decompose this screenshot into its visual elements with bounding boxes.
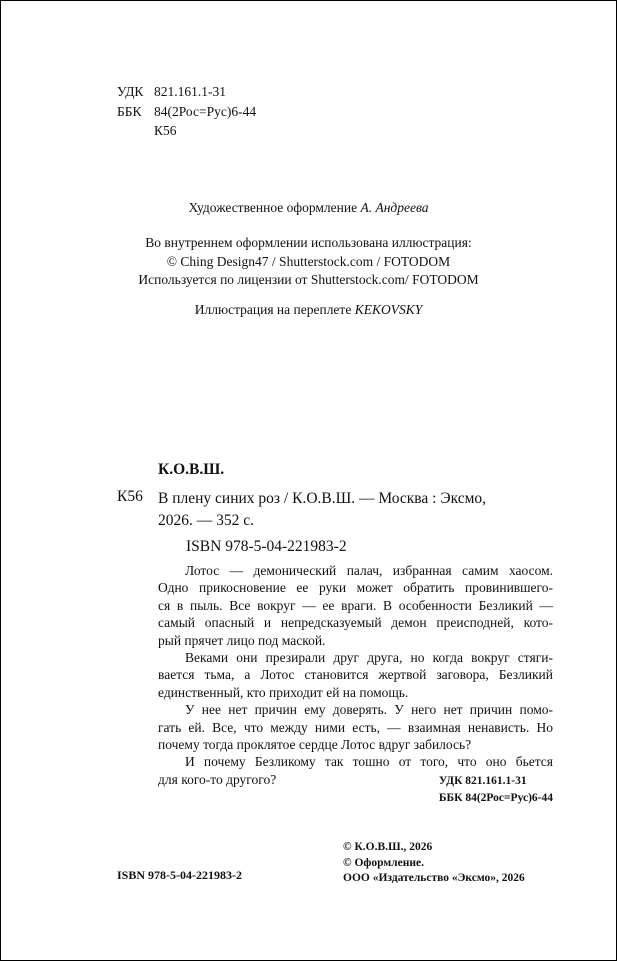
- copyright-author: © К.О.В.Ш., 2026: [343, 841, 433, 853]
- annotation-line: вается тьма, а Лотос становится жертвой заговора, Безликий: [158, 667, 553, 683]
- footer-bbk: ББК 84(2Рос=Рус)6-44: [438, 792, 553, 804]
- bibliographic-record: [158, 488, 486, 531]
- annotation-line: И почему Безликому так тошно от того, что оно бьется: [185, 754, 553, 770]
- annotation-line: Веками они презирали друг друга, но когда вокруг стяги-: [185, 650, 553, 666]
- annotation-paragraph: [158, 649, 553, 701]
- annotation-line: гать ей. Все, что между ними есть, — взаимная ненависть. Но: [158, 719, 553, 735]
- annotation-line: для кого-то другого?: [158, 771, 277, 787]
- copyright-publisher: ООО «Издательство «Эксмо», 2026: [343, 872, 525, 884]
- cutter-row: [117, 121, 256, 141]
- udk-value: 821.161.1-31: [154, 84, 226, 99]
- copyright-design: © Оформление.: [343, 856, 424, 869]
- cover-illustration-credit: [0, 302, 617, 318]
- cover-prefix: Иллюстрация на переплете: [194, 302, 355, 317]
- annotation-line: самый опасный и непредсказуемый демон преисподней, кото-: [158, 615, 553, 631]
- annotation-line: У нее нет причин ему доверять. У него нет причин помо-: [185, 702, 553, 718]
- bib-line-1: В плену синих роз / К.О.В.Ш. — Москва : Эксмо,: [158, 490, 487, 507]
- annotation-line: рый прячет лицо под маской.: [158, 632, 326, 648]
- annotation-line: почему тогда проклятое сердце Лотос вдруг забилось?: [158, 737, 472, 753]
- author-heading: К.О.В.Ш.: [158, 461, 225, 478]
- designer-name: А. Андреева: [360, 200, 429, 215]
- footer-udk: УДК 821.161.1-31: [438, 775, 527, 787]
- annotation-line: Лотос — демонический палач, избранная самим хаосом.: [185, 563, 553, 578]
- bbk-value: 84(2Рос=Рус)6-44: [154, 103, 257, 119]
- illustration-credit: [0, 234, 617, 290]
- art-designer-credit: [0, 200, 617, 216]
- udk-row: [117, 82, 256, 102]
- designer-prefix: Художественное оформление: [188, 200, 361, 215]
- bbk-label: ББК: [117, 103, 142, 119]
- illustration-note-3: Используется по лицензии от Shutterstock.com/ FOTODOM: [138, 272, 479, 287]
- illustration-note-2: © Ching Design47 / Shutterstock.com / FOTODOM: [166, 253, 451, 269]
- footer-classification: [439, 773, 553, 807]
- udk-label: УДК: [117, 84, 144, 99]
- annotation-paragraph: [158, 562, 553, 649]
- isbn-main: ISBN 978-5-04-221983-2: [186, 538, 347, 555]
- isbn-footer: ISBN 978-5-04-221983-2: [117, 868, 242, 882]
- copyright-block: [343, 840, 525, 887]
- cutter-code: К56: [154, 123, 177, 138]
- classification-codes: [117, 82, 256, 141]
- annotation-paragraph: [158, 701, 553, 753]
- annotation: [158, 562, 553, 788]
- cover-illustrator: KEKOVSKY: [354, 302, 423, 317]
- annotation-line: ся в пыль. Все вокруг — ее враги. В особенности Безликий —: [158, 597, 553, 613]
- bbk-row: [117, 102, 256, 122]
- annotation-line: Одно прикосновение ее руки может обратить провинившего-: [158, 580, 553, 596]
- bib-line-2: 2026. — 352 с.: [158, 511, 255, 529]
- bib-cutter: К56: [117, 488, 143, 505]
- illustration-note-1: Во внутреннем оформлении использована иллюстрация:: [145, 235, 472, 250]
- annotation-line: единственный, кто приходит ей на помощь.: [158, 684, 409, 700]
